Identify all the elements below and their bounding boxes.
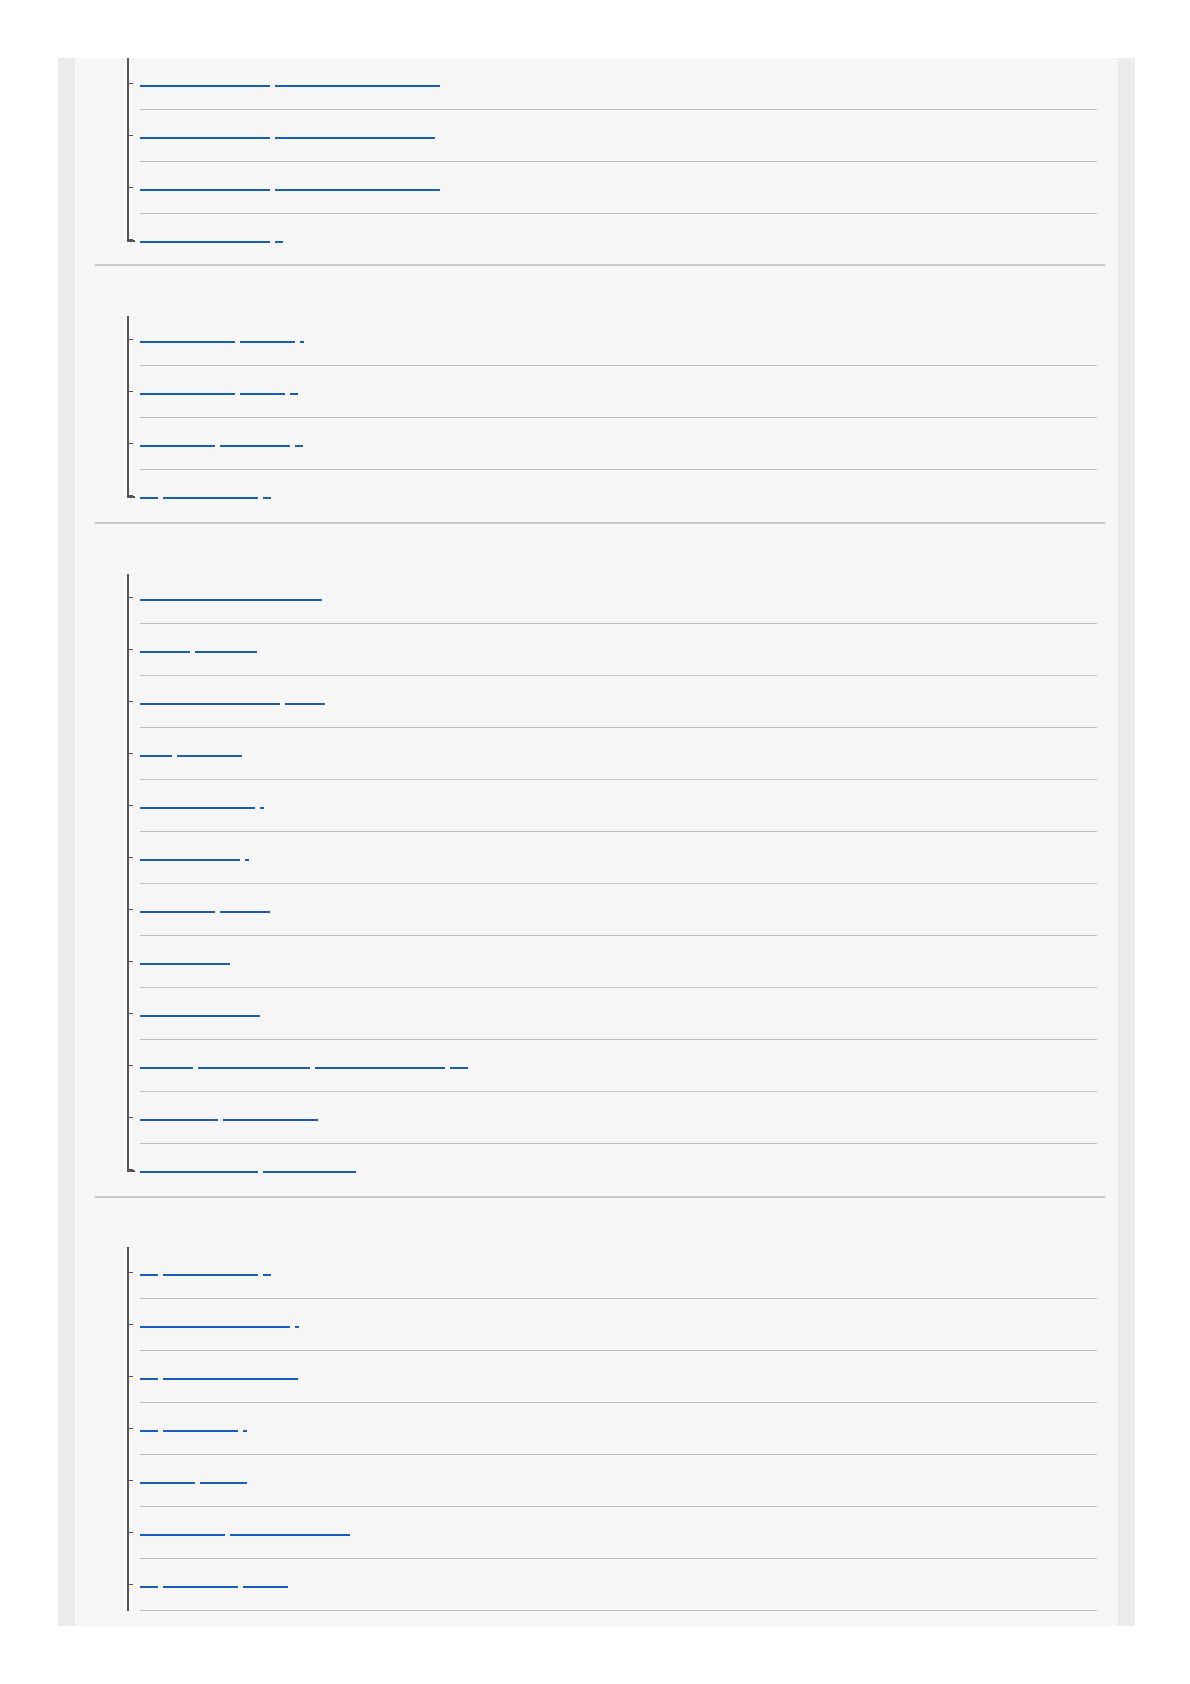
toc-item (140, 1247, 1097, 1299)
tree-tick (127, 1532, 133, 1533)
link-underline (140, 755, 172, 757)
link-underline (163, 1378, 298, 1380)
link-underline (263, 1171, 356, 1173)
link-underline (230, 1534, 350, 1536)
tree-tick (127, 443, 133, 444)
toc-link[interactable] (140, 903, 270, 913)
toc-item (140, 366, 1097, 418)
tree-connector-end (127, 496, 135, 498)
link-underline (275, 137, 435, 139)
link-underline (300, 341, 304, 343)
toc-item (140, 572, 1097, 624)
link-underline (140, 137, 270, 139)
link-underline (140, 497, 158, 499)
tree-tick (127, 495, 133, 496)
link-underline (263, 497, 271, 499)
tree-tick (127, 909, 133, 910)
toc-link[interactable] (140, 1059, 468, 1069)
link-underline (140, 651, 190, 653)
tree-tick (127, 239, 133, 240)
toc-item (140, 162, 1097, 214)
link-underline (290, 393, 298, 395)
toc-link[interactable] (140, 695, 325, 705)
toc-item (140, 1403, 1097, 1455)
tree-connector (127, 1247, 129, 1611)
tree-connector (127, 316, 129, 496)
tree-tick (127, 701, 133, 702)
link-underline (195, 651, 257, 653)
link-underline (140, 1171, 258, 1173)
link-underline (223, 1119, 318, 1121)
section-divider (95, 522, 1105, 524)
toc-link[interactable] (140, 851, 249, 861)
link-underline (243, 1430, 247, 1432)
link-underline (140, 1015, 260, 1017)
toc-item (140, 58, 1097, 110)
toc-item (140, 884, 1097, 936)
link-underline (263, 1274, 271, 1276)
toc-item (140, 214, 1097, 266)
tree-tick (127, 391, 133, 392)
tree-tick (127, 1169, 133, 1170)
toc-link[interactable] (140, 643, 257, 653)
link-underline (295, 1326, 299, 1328)
tree-tick (127, 135, 133, 136)
tree-tick (127, 649, 133, 650)
tree-tick (127, 1117, 133, 1118)
link-underline (260, 807, 264, 809)
link-underline (140, 189, 270, 191)
tree-tick (127, 1376, 133, 1377)
link-underline (275, 189, 440, 191)
toc-item (140, 1351, 1097, 1403)
toc-item (140, 418, 1097, 470)
toc-link[interactable] (140, 77, 440, 87)
toc-item (140, 1507, 1097, 1559)
link-underline (177, 755, 242, 757)
link-underline (285, 703, 325, 705)
toc-link[interactable] (140, 1266, 271, 1276)
link-underline (140, 911, 215, 913)
toc-link[interactable] (140, 233, 283, 243)
link-underline (140, 703, 280, 705)
tree-connector (127, 574, 129, 1170)
toc-item (140, 1299, 1097, 1351)
toc-item (140, 780, 1097, 832)
toc-link[interactable] (140, 1474, 247, 1484)
toc-item (140, 676, 1097, 728)
tree-tick (127, 1480, 133, 1481)
link-underline (140, 1586, 158, 1588)
link-underline (315, 1067, 445, 1069)
link-underline (240, 341, 295, 343)
link-underline (163, 497, 258, 499)
toc-item (140, 1040, 1097, 1092)
link-underline (220, 445, 290, 447)
toc-item (140, 936, 1097, 988)
link-underline (140, 1534, 225, 1536)
toc-link[interactable] (140, 747, 242, 757)
section-divider (95, 1196, 1105, 1198)
toc-link[interactable] (140, 1422, 247, 1432)
toc-link[interactable] (140, 1111, 318, 1121)
link-underline (243, 1586, 288, 1588)
tree-tick (127, 597, 133, 598)
link-underline (275, 241, 283, 243)
tree-connector (127, 58, 129, 240)
toc-link[interactable] (140, 1526, 350, 1536)
tree-tick (127, 1065, 133, 1066)
link-underline (140, 1274, 158, 1276)
link-underline (140, 807, 255, 809)
tree-connector-end (127, 1170, 135, 1172)
tree-tick (127, 187, 133, 188)
toc-item (140, 988, 1097, 1040)
tree-tick (127, 1428, 133, 1429)
link-underline (295, 445, 303, 447)
toc-item (140, 1455, 1097, 1507)
tree-connector-end (127, 240, 135, 242)
link-underline (140, 1378, 158, 1380)
toc-link[interactable] (140, 1370, 298, 1380)
link-underline (140, 1430, 158, 1432)
link-underline (163, 1274, 258, 1276)
toc-link[interactable] (140, 437, 303, 447)
tree-tick (127, 961, 133, 962)
tree-tick (127, 83, 133, 84)
toc-link[interactable] (140, 333, 304, 343)
link-underline (140, 1067, 193, 1069)
link-underline (140, 241, 270, 243)
toc-item (140, 314, 1097, 366)
item-divider (140, 1610, 1097, 1611)
tree-tick (127, 1324, 133, 1325)
toc-link[interactable] (140, 591, 322, 601)
toc-item (140, 728, 1097, 780)
link-underline (245, 859, 249, 861)
link-underline (198, 1067, 310, 1069)
toc-item (140, 470, 1097, 522)
toc-link[interactable] (140, 129, 435, 139)
tree-tick (127, 339, 133, 340)
link-underline (140, 1326, 290, 1328)
tree-tick (127, 1584, 133, 1585)
toc-link[interactable] (140, 1318, 299, 1328)
link-underline (140, 1482, 195, 1484)
toc-link[interactable] (140, 1163, 356, 1173)
link-underline (240, 393, 285, 395)
toc-item (140, 624, 1097, 676)
toc-link[interactable] (140, 1578, 288, 1588)
toc-item (140, 1092, 1097, 1144)
link-underline (140, 859, 240, 861)
link-underline (163, 1430, 238, 1432)
link-underline (140, 1119, 218, 1121)
tree-tick (127, 805, 133, 806)
toc-link[interactable] (140, 1007, 260, 1017)
toc-link[interactable] (140, 385, 298, 395)
link-underline (163, 1586, 238, 1588)
tree-tick (127, 1272, 133, 1273)
link-underline (275, 85, 440, 87)
toc-item (140, 110, 1097, 162)
toc-link[interactable] (140, 181, 440, 191)
toc-link[interactable] (140, 489, 271, 499)
link-underline (450, 1067, 468, 1069)
link-underline (140, 963, 230, 965)
toc-panel (75, 58, 1118, 1626)
section-divider (95, 264, 1105, 266)
link-underline (140, 445, 215, 447)
toc-link[interactable] (140, 799, 264, 809)
link-underline (140, 599, 322, 601)
tree-tick (127, 857, 133, 858)
tree-tick (127, 1013, 133, 1014)
link-underline (140, 341, 235, 343)
link-underline (220, 911, 270, 913)
tree-tick (127, 753, 133, 754)
toc-item (140, 832, 1097, 884)
link-underline (200, 1482, 247, 1484)
link-underline (140, 85, 270, 87)
link-underline (140, 393, 235, 395)
toc-item (140, 1559, 1097, 1611)
toc-link[interactable] (140, 955, 230, 965)
toc-item (140, 1144, 1097, 1196)
